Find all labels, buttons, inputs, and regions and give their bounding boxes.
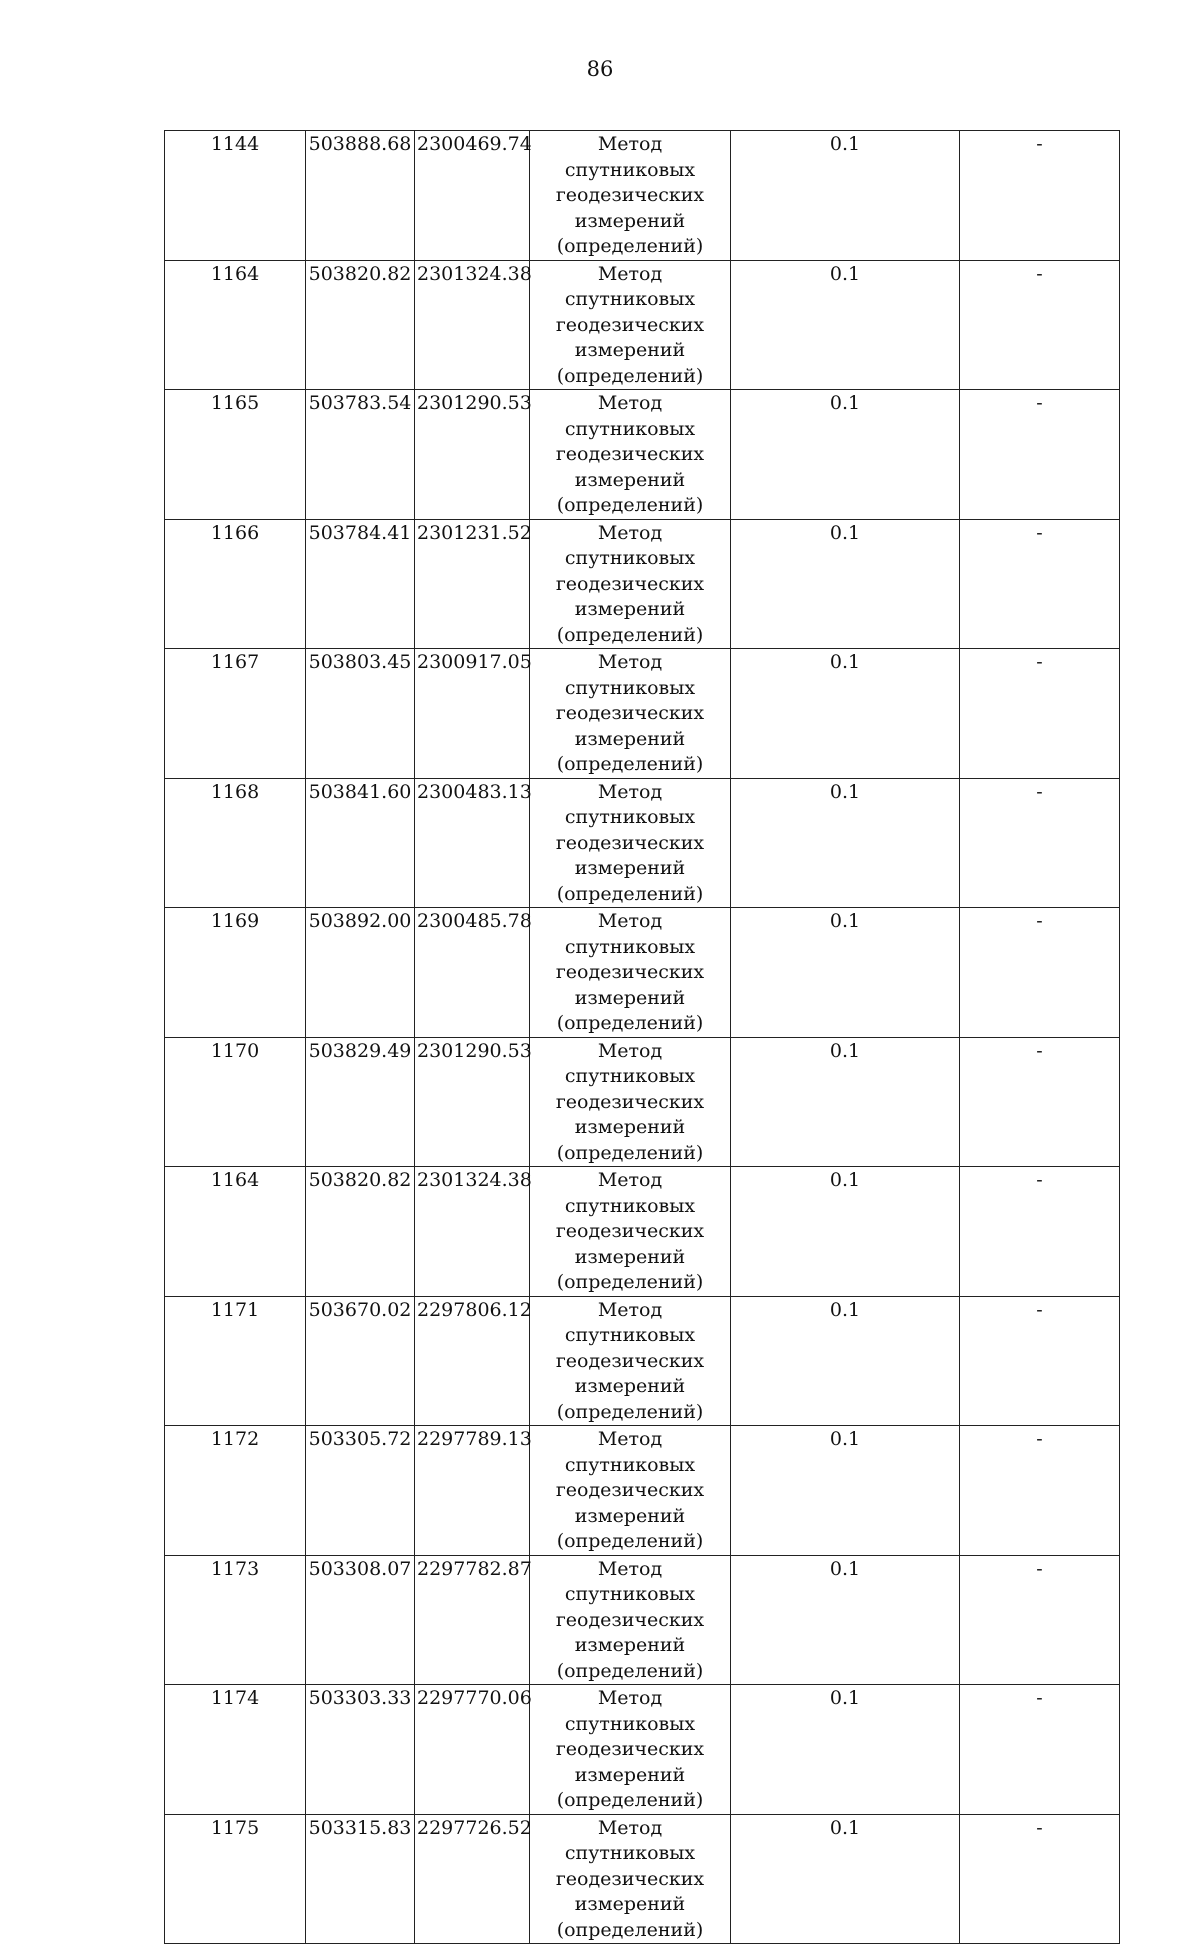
accuracy-cell: 0.1 [731,390,960,520]
coordinates-table-body [165,131,1120,1944]
y-coordinate-cell: 2300485.78 [415,908,530,1038]
point-number-cell: 1175 [165,1814,306,1944]
y-coordinate-cell: 2297726.52 [415,1814,530,1944]
method-text-line: Метод спутниковых [564,1816,696,1864]
method-text-line: (определений) [556,364,704,387]
x-coordinate-cell: 503783.54 [306,390,415,520]
method-text-line: геодезических [555,443,705,465]
method-text-line: геодезических [555,831,705,854]
accuracy-cell: 0.1 [731,1555,960,1685]
method-text-line: измерений [574,1245,686,1268]
method-text-line: (определений) [556,882,704,905]
note-cell: - [960,1555,1120,1685]
x-coordinate-cell: 503315.83 [306,1814,415,1944]
note-cell: - [960,260,1120,390]
method-cell [530,1814,731,1944]
method-cell [530,519,731,649]
x-coordinate-cell: 503670.02 [306,1296,415,1426]
method-text-line: геодезических [555,1479,705,1501]
point-number-cell: 1172 [165,1426,306,1556]
accuracy-cell: 0.1 [731,131,960,261]
point-number-cell: 1167 [165,649,306,779]
point-number-cell: 1170 [165,1037,306,1167]
method-cell [530,1685,731,1815]
point-number-cell: 1169 [165,908,306,1038]
point-number-cell: 1164 [165,260,306,390]
point-number-cell: 1173 [165,1555,306,1685]
y-coordinate-cell: 2301324.38 [415,1167,530,1297]
note-cell: - [960,649,1120,779]
method-text-line: геодезических [555,184,705,206]
method-text-line: измерений [574,1763,686,1786]
method-cell [530,908,731,1038]
method-text-line: измерений [574,1375,686,1397]
note-cell: - [960,1426,1120,1556]
y-coordinate-cell: 2301324.38 [415,260,530,390]
method-text-line: (определений) [556,1530,704,1552]
method-cell [530,1167,731,1297]
table-row [165,908,1120,1038]
method-text-line: измерений [574,727,686,750]
point-number-cell: 1165 [165,390,306,520]
table-row [165,1426,1120,1556]
table-row [165,131,1120,261]
method-text-line: (определений) [556,623,704,646]
y-coordinate-cell: 2300483.13 [415,778,530,908]
table-row [165,519,1120,649]
point-number-cell: 1171 [165,1296,306,1426]
note-cell: - [960,131,1120,261]
method-text-line: измерений [574,1893,686,1915]
method-text-line: измерений [574,857,686,879]
method-text-line: Метод спутниковых [564,133,696,181]
method-text-line: измерений [574,1504,686,1527]
method-text-line: (определений) [556,753,704,775]
note-cell: - [960,778,1120,908]
method-text-line: (определений) [556,1012,704,1034]
x-coordinate-cell: 503888.68 [306,131,415,261]
method-text-line: Метод спутниковых [564,1039,696,1087]
method-cell [530,778,731,908]
y-coordinate-cell: 2297782.87 [415,1555,530,1685]
point-number-cell: 1164 [165,1167,306,1297]
method-text-line: Метод спутниковых [564,1169,696,1217]
x-coordinate-cell: 503308.07 [306,1555,415,1685]
accuracy-cell: 0.1 [731,1037,960,1167]
x-coordinate-cell: 503784.41 [306,519,415,649]
accuracy-cell: 0.1 [731,260,960,390]
x-coordinate-cell: 503803.45 [306,649,415,779]
method-cell [530,1296,731,1426]
method-cell [530,131,731,261]
y-coordinate-cell: 2297770.06 [415,1685,530,1815]
x-coordinate-cell: 503305.72 [306,1426,415,1556]
accuracy-cell: 0.1 [731,649,960,779]
y-coordinate-cell: 2300917.05 [415,649,530,779]
method-text-line: (определений) [556,235,704,257]
table-row [165,778,1120,908]
coordinates-table [164,130,1120,1944]
point-number-cell: 1168 [165,778,306,908]
table-row [165,1037,1120,1167]
note-cell: - [960,1296,1120,1426]
method-text-line: Метод спутниковых [564,910,696,958]
method-text-line: Метод спутниковых [564,1557,696,1605]
method-cell [530,1037,731,1167]
y-coordinate-cell: 2297789.13 [415,1426,530,1556]
x-coordinate-cell: 503820.82 [306,1167,415,1297]
method-text-line: геодезических [555,1090,705,1113]
accuracy-cell: 0.1 [731,519,960,649]
accuracy-cell: 0.1 [731,1296,960,1426]
note-cell: - [960,1814,1120,1944]
y-coordinate-cell: 2301231.52 [415,519,530,649]
note-cell: - [960,1037,1120,1167]
method-cell [530,1555,731,1685]
point-number-cell: 1166 [165,519,306,649]
x-coordinate-cell: 503829.49 [306,1037,415,1167]
method-text-line: измерений [574,468,686,491]
point-number-cell: 1174 [165,1685,306,1815]
note-cell: - [960,1167,1120,1297]
x-coordinate-cell: 503892.00 [306,908,415,1038]
method-text-line: измерений [574,986,686,1009]
method-text-line: геодезических [555,572,705,595]
table-row [165,1685,1120,1815]
method-text-line: (определений) [556,1400,704,1423]
method-text-line: геодезических [555,1349,705,1372]
method-text-line: Метод спутниковых [564,521,696,569]
accuracy-cell: 0.1 [731,778,960,908]
note-cell: - [960,908,1120,1038]
method-text-line: измерений [574,1634,686,1656]
method-text-line: геодезических [555,702,705,724]
point-number-cell: 1144 [165,131,306,261]
method-cell [530,260,731,390]
method-text-line: (определений) [556,1918,704,1941]
table-row [165,1167,1120,1297]
y-coordinate-cell: 2301290.53 [415,1037,530,1167]
method-cell [530,1426,731,1556]
y-coordinate-cell: 2300469.74 [415,131,530,261]
method-text-line: геодезических [555,961,705,983]
y-coordinate-cell: 2301290.53 [415,390,530,520]
accuracy-cell: 0.1 [731,1167,960,1297]
method-text-line: (определений) [556,1789,704,1811]
table-row [165,1555,1120,1685]
table-row [165,649,1120,779]
method-cell [530,649,731,779]
method-text-line: Метод спутниковых [564,392,696,440]
accuracy-cell: 0.1 [731,908,960,1038]
method-text-line: Метод спутниковых [564,780,696,828]
page-number: 86 [586,57,614,81]
accuracy-cell: 0.1 [731,1426,960,1556]
y-coordinate-cell: 2297806.12 [415,1296,530,1426]
note-cell: - [960,1685,1120,1815]
method-text-line: геодезических [555,313,705,336]
x-coordinate-cell: 503841.60 [306,778,415,908]
method-text-line: геодезических [555,1220,705,1242]
method-text-line: Метод спутниковых [564,1298,696,1346]
method-text-line: (определений) [556,1659,704,1682]
note-cell: - [960,390,1120,520]
note-cell: - [960,519,1120,649]
method-cell [530,390,731,520]
method-text-line: Метод спутниковых [564,1687,696,1735]
table-row [165,260,1120,390]
method-text-line: Метод спутниковых [564,262,696,310]
method-text-line: измерений [574,339,686,361]
method-text-line: измерений [574,1116,686,1138]
method-text-line: измерений [574,598,686,620]
x-coordinate-cell: 503303.33 [306,1685,415,1815]
table-row [165,1296,1120,1426]
table-row [165,1814,1120,1944]
method-text-line: Метод спутниковых [564,651,696,699]
method-text-line: (определений) [556,1141,704,1164]
method-text-line: геодезических [555,1738,705,1760]
method-text-line: Метод спутниковых [564,1428,696,1476]
method-text-line: геодезических [555,1608,705,1631]
x-coordinate-cell: 503820.82 [306,260,415,390]
method-text-line: измерений [574,209,686,232]
accuracy-cell: 0.1 [731,1685,960,1815]
method-text-line: (определений) [556,494,704,516]
method-text-line: (определений) [556,1271,704,1293]
accuracy-cell: 0.1 [731,1814,960,1944]
method-text-line: геодезических [555,1867,705,1890]
table-row [165,390,1120,520]
